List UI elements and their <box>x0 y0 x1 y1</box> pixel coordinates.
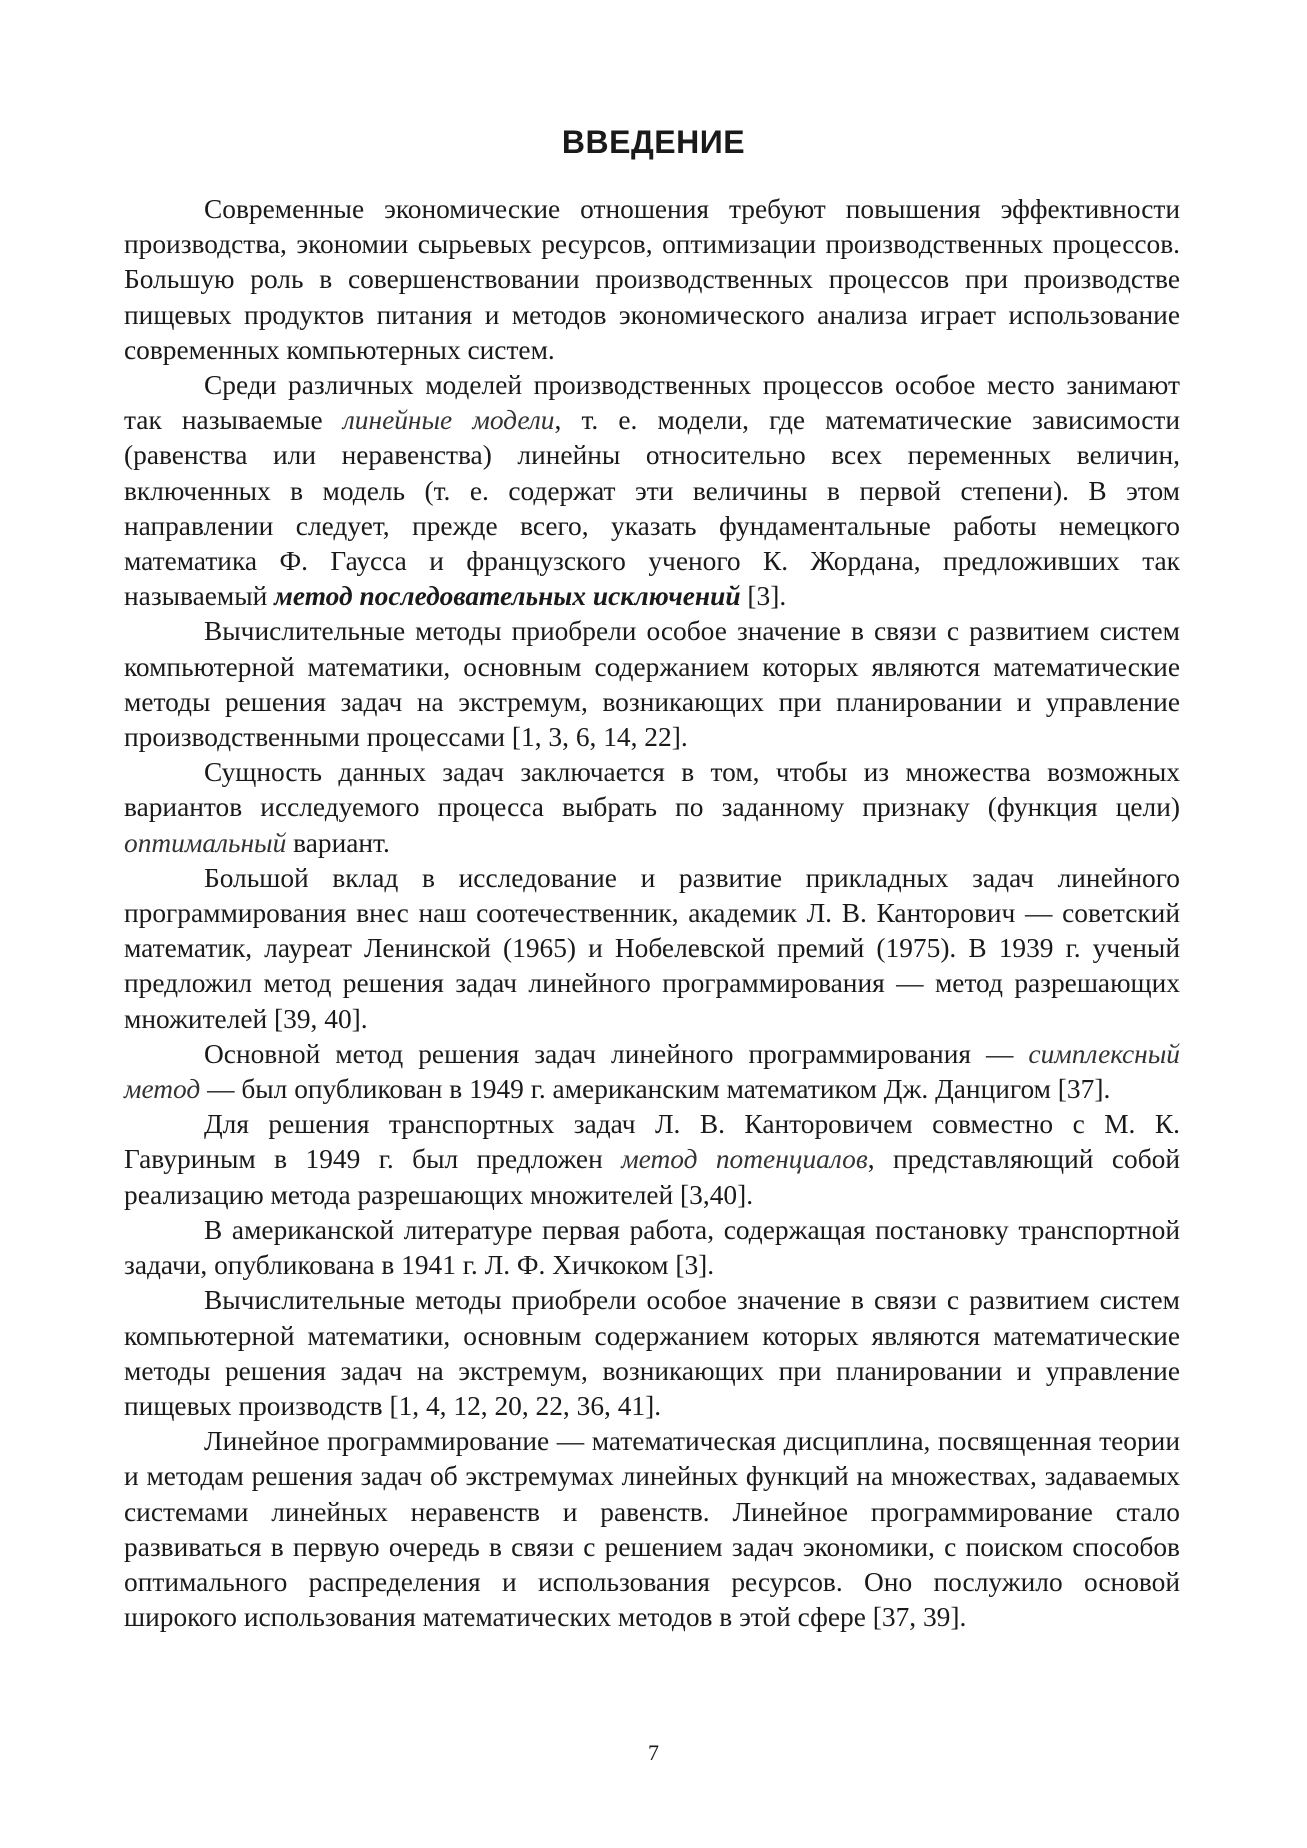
text-run: Для решения транспортных задач Л. В. Канторовичем совместно с М. К. Гавуриным в 1949 г. был предложен <box>124 1109 1180 1175</box>
paragraph <box>124 755 1180 861</box>
text-run: Вычислительные методы приобрели особое значение в связи с развитием систем компьютерной математики, основным содержанием которых являются математические методы решения задач на экстремум, возникающих при планировании и управление пищевых производств [1, 4, 12, 20, 22, 36, 41]. <box>124 1285 1180 1421</box>
page-number: 7 <box>648 1740 659 1765</box>
italic-term: метод потенциалов <box>621 1144 868 1175</box>
text-run: Основной метод решения задач линейного программирования — <box>204 1038 1029 1069</box>
text-run: вариант. <box>286 827 390 858</box>
italic-term: линейные модели <box>342 405 555 436</box>
text-run: В американской литературе первая работа, содержащая постановку транспортной задачи, опубликована в 1941 г. Л. Ф. Хичкоком [3]. <box>124 1214 1180 1281</box>
paragraph <box>124 1037 1180 1107</box>
paragraph <box>124 614 1180 755</box>
paragraph <box>124 1283 1180 1424</box>
italic-term: оптимальный <box>124 827 287 858</box>
text-run: , т. е. модели, где математические зависимости (равенства или неравенства) линейны относительно всех переменных величин, включенных в модель (т. е. содержат эти величины в первой степени). В этом направлении следует, прежде всего, указать фундаментальные работы немецкого математика Ф. Гаусса и французского ученого К. Жордана, предложивших так называемый <box>124 405 1180 612</box>
paragraph <box>124 1213 1180 1283</box>
paragraph <box>124 1424 1180 1635</box>
paragraph <box>124 368 1180 614</box>
text-run: Вычислительные методы приобрели особое значение в связи с развитием систем компьютерной математики, основным содержанием которых являются математические методы решения задач на экстремум, возникающих при планировании и управление производственными процессами [1, 3, 6, 14, 22]. <box>124 616 1180 753</box>
text-run: Большой вклад в исследование и развитие прикладных задач линейного программирования внес наш соотечественник, академик Л. В. Канторович — советский математик, лауреат Ленинской (1965) и Нобелевской премий (1975). В 1939 г. ученый предложил метод решения задач линейного программирования — метод разрешающих множителей [39, 40]. <box>124 862 1180 1034</box>
bold-italic-term: метод последовательных исключений <box>274 581 741 612</box>
text-run: Линейное программирование — математическая дисциплина, посвященная теории и методам решения задач об экстремумах линейных функций на множествах, задаваемых системами линейных неравенств и равенств. Линейное программирование стало развиваться в первую очередь в связи с решением задач экономики, с поиском способов оптимального распределения и использования ресурсов. Оно послужило основой широкого использования математических методов в этой сфере [37, 39]. <box>124 1426 1180 1633</box>
text-run: Современные экономические отношения требуют повышения эффективности производства, экономии сырьевых ресурсов, оптимизации производственных процессов. Большую роль в совершенствовании производственных процессов при производстве пищевых продуктов питания и методов экономического анализа играет использование современных компьютерных систем. <box>124 194 1180 365</box>
page-title: ВВЕДЕНИЕ <box>561 124 746 160</box>
text-run: [3]. <box>740 581 787 612</box>
italic-term: симплексный метод <box>124 1038 1180 1105</box>
paragraph <box>124 192 1180 368</box>
paragraph <box>124 1107 1180 1213</box>
text-run: Среди различных моделей производственных процессов особое место занимают так называемые <box>124 370 1180 436</box>
text-run: , представляющий собой реализацию метода разрешающих множителей [3,40]. <box>124 1144 1180 1210</box>
text-run: — был опубликован в 1949 г. американским математиком Дж. Данцигом [37]. <box>200 1074 1111 1105</box>
body-text <box>124 192 1180 1635</box>
paragraph <box>124 861 1180 1037</box>
text-run: Сущность данных задач заключается в том, чтобы из множества возможных вариантов исследуемого процесса выбрать по заданному признаку (функция цели) <box>124 757 1180 823</box>
